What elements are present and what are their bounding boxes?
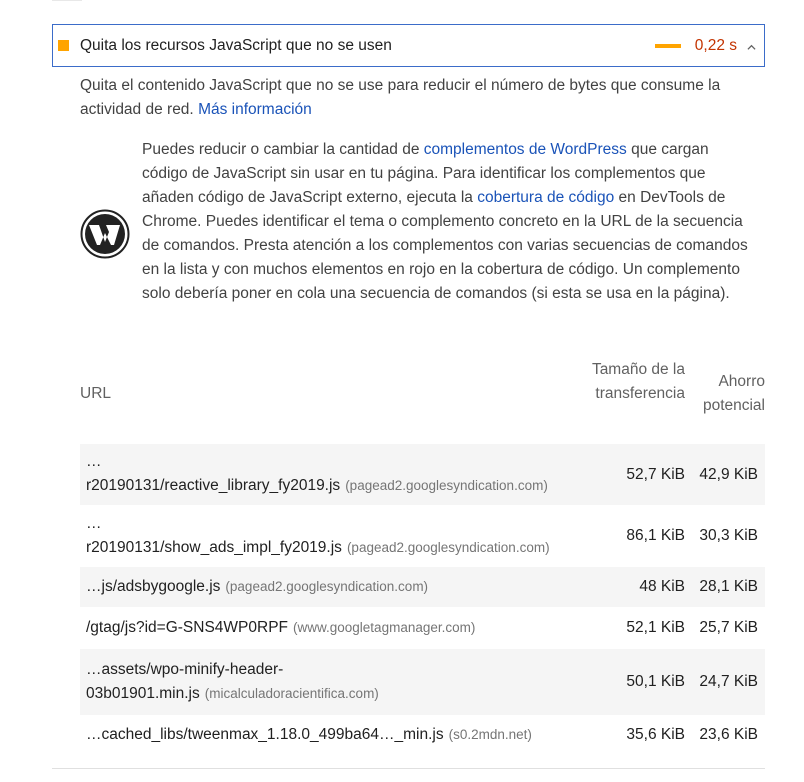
audit-title: Quita los recursos JavaScript que no se usen bbox=[80, 36, 392, 54]
chevron-up-icon[interactable] bbox=[747, 43, 756, 52]
table-row bbox=[80, 715, 765, 755]
table-row bbox=[80, 444, 765, 505]
potential-savings: 25,7 KiB bbox=[699, 619, 758, 636]
url-path: /gtag/js?id=G-SNS4WP0RPF bbox=[86, 619, 289, 636]
metric-value: 0,22 s bbox=[694, 36, 737, 54]
url-host: (pagead2.googlesyndication.com) bbox=[225, 579, 429, 594]
url-prefix: …assets/wpo-minify-header- bbox=[86, 661, 284, 678]
header-url: URL bbox=[80, 385, 112, 402]
wp-tip-text-1: Puedes reducir o cambiar la cantidad de bbox=[142, 141, 420, 158]
transfer-size: 48 KiB bbox=[639, 578, 685, 595]
metric-bar bbox=[655, 44, 681, 48]
previous-audit-edge bbox=[52, 0, 82, 8]
table-row bbox=[80, 505, 765, 567]
url-host: (www.googletagmanager.com) bbox=[293, 620, 476, 635]
wp-tip-text-2: que cargan código de JavaScript sin usar en tu página. Para identificar los complementos que añaden código de JavaScript externo, ejecuta la bbox=[142, 141, 709, 206]
url-host: (s0.2mdn.net) bbox=[448, 727, 532, 742]
description-text: Quita el contenido JavaScript que no se use para reducir el número de bytes que consume la actividad de red. bbox=[80, 77, 721, 118]
header-transfer-size: Tamaño de la transferencia bbox=[591, 361, 685, 402]
table-row bbox=[80, 567, 765, 607]
resource-url[interactable] bbox=[86, 450, 606, 498]
status-average-icon bbox=[58, 40, 69, 51]
url-path: …cached_libs/tweenmax_1.18.0_499ba64…_min.js bbox=[86, 726, 444, 743]
url-path: r20190131/show_ads_impl_fy2019.js bbox=[86, 539, 342, 556]
url-host: (pagead2.googlesyndication.com) bbox=[345, 478, 548, 493]
potential-savings: 24,7 KiB bbox=[699, 673, 758, 690]
resources-table bbox=[80, 354, 765, 743]
potential-savings: 42,9 KiB bbox=[699, 465, 758, 483]
resource-url[interactable] bbox=[86, 723, 606, 747]
learn-more-link[interactable]: Más información bbox=[198, 101, 312, 118]
wp-tip-text-3: en DevTools de Chrome. Puedes identificar el tema o complemento concreto en la URL de la secuencia de comandos. Presta atención a los complementos con varias secuencias de comandos en la lista y con muchos elementos en rojo en la cobertura de código. Un complemento solo debería poner en cola una secuencia de comandos (si esta se usa en la página). bbox=[142, 189, 748, 302]
table-header bbox=[80, 354, 765, 440]
transfer-size: 52,1 KiB bbox=[626, 619, 685, 636]
resource-url[interactable] bbox=[86, 512, 606, 560]
url-prefix: … bbox=[86, 453, 102, 470]
transfer-size: 50,1 KiB bbox=[626, 673, 685, 690]
audit-header[interactable] bbox=[52, 24, 765, 67]
wordpress-icon bbox=[80, 209, 130, 259]
potential-savings: 23,6 KiB bbox=[699, 726, 758, 743]
transfer-size: 52,7 KiB bbox=[626, 465, 685, 483]
url-host: (pagead2.googlesyndication.com) bbox=[346, 540, 550, 555]
resource-url[interactable] bbox=[86, 575, 606, 599]
wordpress-plugins-link[interactable]: complementos de WordPress bbox=[423, 141, 627, 158]
section-divider bbox=[52, 768, 765, 769]
url-prefix: … bbox=[86, 515, 102, 532]
url-path: …js/adsbygoogle.js bbox=[86, 578, 221, 595]
url-path: r20190131/reactive_library_fy2019.js bbox=[86, 477, 341, 494]
audit-description bbox=[80, 74, 770, 122]
url-path: 03b01901.min.js bbox=[86, 685, 200, 702]
potential-savings: 30,3 KiB bbox=[699, 527, 758, 544]
table-row bbox=[80, 649, 765, 715]
wordpress-tip bbox=[142, 138, 754, 306]
resource-url[interactable] bbox=[86, 616, 606, 640]
potential-savings: 28,1 KiB bbox=[699, 578, 758, 595]
transfer-size: 35,6 KiB bbox=[626, 726, 685, 743]
table-row bbox=[80, 607, 765, 649]
header-potential-savings: Ahorro potencial bbox=[702, 373, 765, 414]
resource-url[interactable] bbox=[86, 658, 606, 706]
transfer-size: 86,1 KiB bbox=[626, 527, 685, 544]
code-coverage-link[interactable]: cobertura de código bbox=[477, 189, 615, 206]
url-host: (micalculadoracientifica.com) bbox=[204, 686, 379, 701]
